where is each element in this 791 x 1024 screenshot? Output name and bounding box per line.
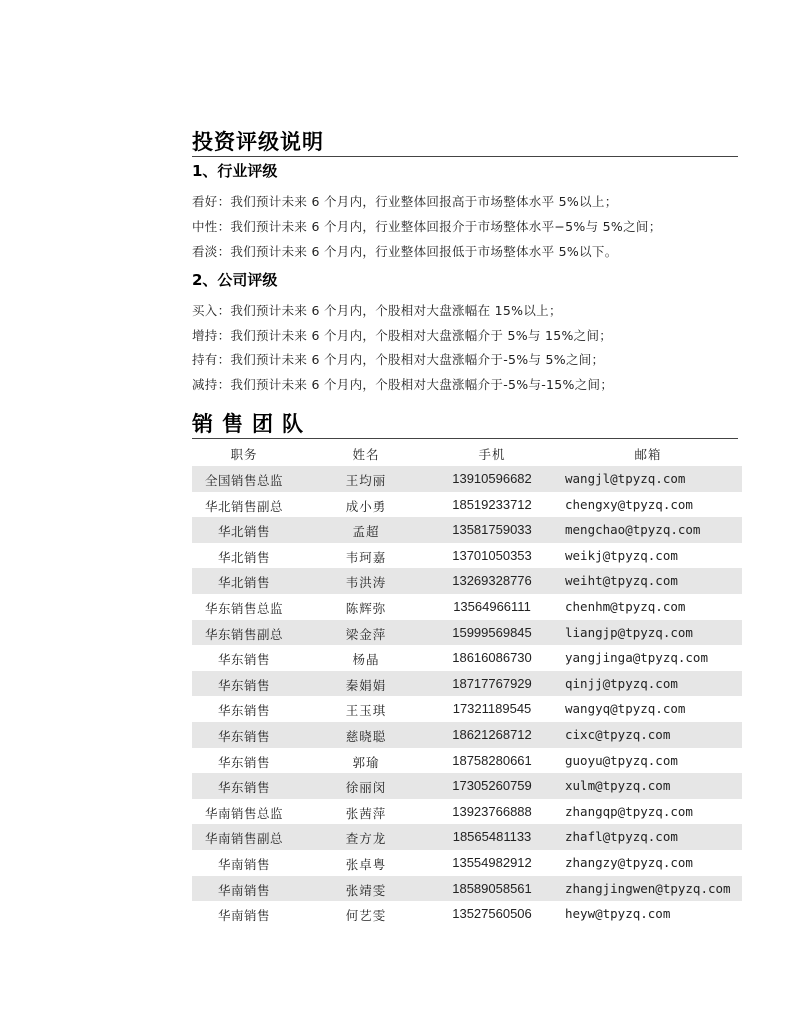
cell-phone: 18565481133 bbox=[452, 829, 532, 845]
cell-email[interactable]: zhangqp@tpyzq.com bbox=[565, 803, 693, 819]
cell-phone: 17305260759 bbox=[452, 778, 532, 794]
cell-email[interactable]: zhangzy@tpyzq.com bbox=[565, 854, 693, 870]
cell-role: 华东销售总监 bbox=[204, 600, 284, 616]
cell-phone: 18589058561 bbox=[452, 880, 532, 896]
header-phone: 手机 bbox=[478, 447, 506, 462]
cell-email[interactable]: chengxy@tpyzq.com bbox=[565, 496, 693, 512]
cell-email[interactable]: cixc@tpyzq.com bbox=[565, 726, 671, 742]
cell-name: 郭瑜 bbox=[352, 754, 380, 770]
sales-table-header bbox=[192, 442, 742, 464]
cell-name: 成小勇 bbox=[345, 498, 387, 514]
table-row bbox=[192, 850, 742, 876]
cell-role: 华南销售 bbox=[217, 908, 271, 924]
cell-phone: 18616086730 bbox=[452, 650, 532, 666]
cell-role: 华东销售 bbox=[217, 728, 271, 744]
sales-team-title: 销售团队 bbox=[192, 412, 312, 436]
cell-phone: 13923766888 bbox=[452, 803, 532, 819]
table-row bbox=[192, 876, 742, 902]
table-row bbox=[192, 517, 742, 543]
table-row bbox=[192, 748, 742, 774]
rating-title: 投资评级说明 bbox=[192, 130, 324, 154]
cell-name: 慈晓聪 bbox=[345, 728, 387, 744]
cell-name: 查方龙 bbox=[345, 831, 387, 847]
company-rating-line: 持有：我们预计未来 6 个月内，个股相对大盘涨幅介于-5%与 5%之间； bbox=[192, 352, 605, 367]
cell-name: 韦洪涛 bbox=[345, 575, 387, 591]
table-row bbox=[192, 594, 742, 620]
cell-role: 华东销售 bbox=[217, 780, 271, 796]
cell-phone: 13564966111 bbox=[453, 598, 531, 614]
industry-rating-line: 看好：我们预计未来 6 个月内，行业整体回报高于市场整体水平 5%以上； bbox=[192, 194, 618, 209]
cell-name: 王均丽 bbox=[345, 473, 387, 488]
cell-name: 秦娟娟 bbox=[345, 677, 387, 693]
cell-email[interactable]: wangjl@tpyzq.com bbox=[565, 471, 686, 486]
header-email: 邮箱 bbox=[634, 447, 662, 462]
table-row bbox=[192, 568, 742, 594]
cell-phone: 13910596682 bbox=[452, 471, 532, 486]
cell-role: 华南销售总监 bbox=[204, 805, 284, 821]
cell-name: 徐丽闵 bbox=[345, 780, 387, 796]
cell-phone: 18717767929 bbox=[452, 675, 532, 691]
company-rating-line: 减持：我们预计未来 6 个月内，个股相对大盘涨幅介于-5%与-15%之间； bbox=[192, 377, 614, 392]
cell-email[interactable]: liangjp@tpyzq.com bbox=[565, 624, 693, 640]
cell-name: 张靖雯 bbox=[345, 882, 387, 898]
industry-rating-heading: 1、行业评级 bbox=[192, 162, 278, 180]
table-row bbox=[192, 671, 742, 697]
cell-role: 华东销售 bbox=[217, 703, 271, 719]
cell-phone: 13269328776 bbox=[452, 573, 532, 589]
cell-email[interactable]: qinjj@tpyzq.com bbox=[565, 675, 678, 691]
company-rating-line: 买入：我们预计未来 6 个月内，个股相对大盘涨幅在 15%以上； bbox=[192, 303, 562, 318]
cell-role: 华南销售 bbox=[217, 882, 271, 898]
cell-email[interactable]: wangyq@tpyzq.com bbox=[565, 701, 686, 717]
cell-role: 华北销售副总 bbox=[204, 498, 284, 514]
table-row bbox=[192, 492, 742, 518]
cell-phone: 13581759033 bbox=[452, 522, 532, 538]
cell-email[interactable]: xulm@tpyzq.com bbox=[565, 778, 671, 794]
table-row bbox=[192, 824, 742, 850]
cell-phone: 18758280661 bbox=[452, 752, 532, 768]
cell-email[interactable]: weikj@tpyzq.com bbox=[565, 547, 678, 563]
cell-role: 华南销售 bbox=[217, 856, 271, 872]
cell-name: 陈辉弥 bbox=[345, 600, 387, 616]
table-row bbox=[192, 773, 742, 799]
table-row bbox=[192, 722, 742, 748]
industry-rating-line: 中性：我们预计未来 6 个月内，行业整体回报介于市场整体水平−5%与 5%之间； bbox=[192, 219, 662, 234]
cell-email[interactable]: heyw@tpyzq.com bbox=[565, 906, 671, 922]
header-role: 职务 bbox=[230, 447, 258, 462]
cell-name: 何艺雯 bbox=[345, 908, 387, 924]
cell-email[interactable]: zhangjingwen@tpyzq.com bbox=[565, 880, 731, 896]
table-row bbox=[192, 620, 742, 646]
cell-role: 华东销售副总 bbox=[204, 626, 284, 642]
cell-phone: 17321189545 bbox=[452, 701, 532, 717]
cell-name: 孟超 bbox=[352, 524, 380, 540]
cell-phone: 13701050353 bbox=[452, 547, 532, 563]
cell-role: 华南销售副总 bbox=[204, 831, 284, 847]
cell-email[interactable]: yangjinga@tpyzq.com bbox=[565, 650, 708, 666]
company-rating-line: 增持：我们预计未来 6 个月内，个股相对大盘涨幅介于 5%与 15%之间； bbox=[192, 328, 613, 343]
cell-phone: 13554982912 bbox=[452, 854, 532, 870]
cell-role: 华东销售 bbox=[217, 677, 271, 693]
cell-email[interactable]: zhafl@tpyzq.com bbox=[565, 829, 678, 845]
cell-email[interactable]: chenhm@tpyzq.com bbox=[565, 598, 686, 614]
cell-role: 全国销售总监 bbox=[204, 473, 284, 488]
cell-phone: 13527560506 bbox=[452, 906, 532, 922]
table-row bbox=[192, 696, 742, 722]
cell-role: 华东销售 bbox=[217, 754, 271, 770]
industry-rating-line: 看淡：我们预计未来 6 个月内，行业整体回报低于市场整体水平 5%以下。 bbox=[192, 244, 618, 259]
cell-role: 华东销售 bbox=[217, 652, 271, 668]
table-row bbox=[192, 543, 742, 569]
cell-email[interactable]: guoyu@tpyzq.com bbox=[565, 752, 678, 768]
rating-title-rule bbox=[192, 156, 738, 157]
table-row bbox=[192, 901, 742, 927]
sales-table-body bbox=[192, 466, 742, 927]
cell-role: 华北销售 bbox=[217, 524, 271, 540]
cell-role: 华北销售 bbox=[217, 549, 271, 565]
cell-email[interactable]: weiht@tpyzq.com bbox=[565, 573, 678, 589]
company-rating-heading: 2、公司评级 bbox=[192, 271, 278, 289]
cell-name: 梁金萍 bbox=[345, 626, 387, 642]
sales-team-title-rule bbox=[192, 438, 738, 439]
cell-phone: 15999569845 bbox=[452, 624, 532, 640]
cell-phone: 18621268712 bbox=[452, 726, 532, 742]
cell-name: 张茜萍 bbox=[345, 805, 387, 821]
cell-name: 杨晶 bbox=[352, 652, 380, 668]
table-row bbox=[192, 645, 742, 671]
cell-name: 韦珂嘉 bbox=[345, 549, 387, 565]
cell-phone: 18519233712 bbox=[452, 496, 532, 512]
table-row bbox=[192, 466, 742, 492]
cell-role: 华北销售 bbox=[217, 575, 271, 591]
table-row bbox=[192, 799, 742, 825]
cell-name: 王玉琪 bbox=[345, 703, 387, 719]
header-name: 姓名 bbox=[352, 447, 380, 462]
cell-email[interactable]: mengchao@tpyzq.com bbox=[565, 522, 701, 538]
cell-name: 张卓粤 bbox=[345, 856, 387, 872]
